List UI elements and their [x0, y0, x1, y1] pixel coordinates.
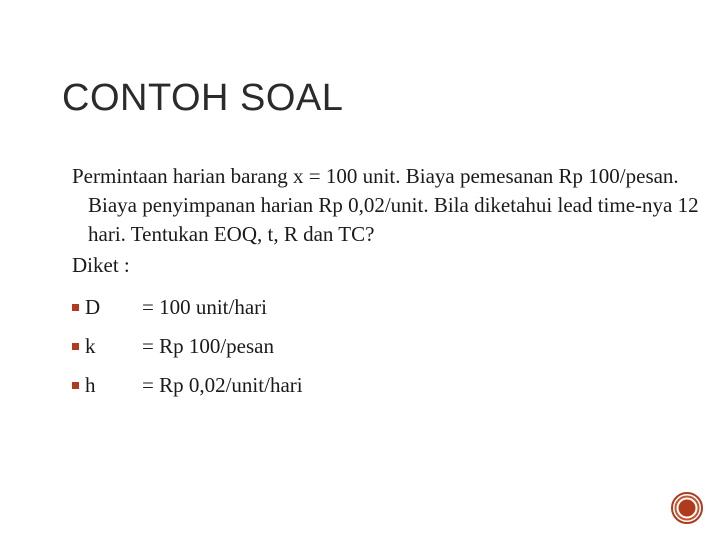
slide-title: CONTOH SOAL: [62, 77, 344, 119]
given-item-h: [72, 366, 303, 405]
given-value: = Rp 100/pesan: [142, 334, 274, 358]
diket-label: Diket :: [72, 253, 130, 277]
given-item-k: [72, 327, 303, 366]
square-bullet-icon: [72, 382, 79, 389]
given-variable: h: [85, 373, 96, 397]
circle-logo-icon: [671, 492, 703, 524]
square-bullet-icon: [72, 304, 79, 311]
given-variable: D: [85, 295, 101, 319]
problem-statement: Permintaan harian barang x = 100 unit. Biaya pemesanan Rp 100/pesan. Biaya penyimpanan harian Rp 0,02/unit. Bila diketahui lead time-nya 12 hari. Tentukan EOQ, t, R dan TC?: [72, 164, 699, 246]
given-value: = 100 unit/hari: [142, 295, 267, 319]
given-variable: k: [85, 334, 96, 358]
given-list: [72, 288, 303, 405]
given-value: = Rp 0,02/unit/hari: [142, 373, 303, 397]
square-bullet-icon: [72, 343, 79, 350]
given-item-d: [72, 288, 303, 327]
